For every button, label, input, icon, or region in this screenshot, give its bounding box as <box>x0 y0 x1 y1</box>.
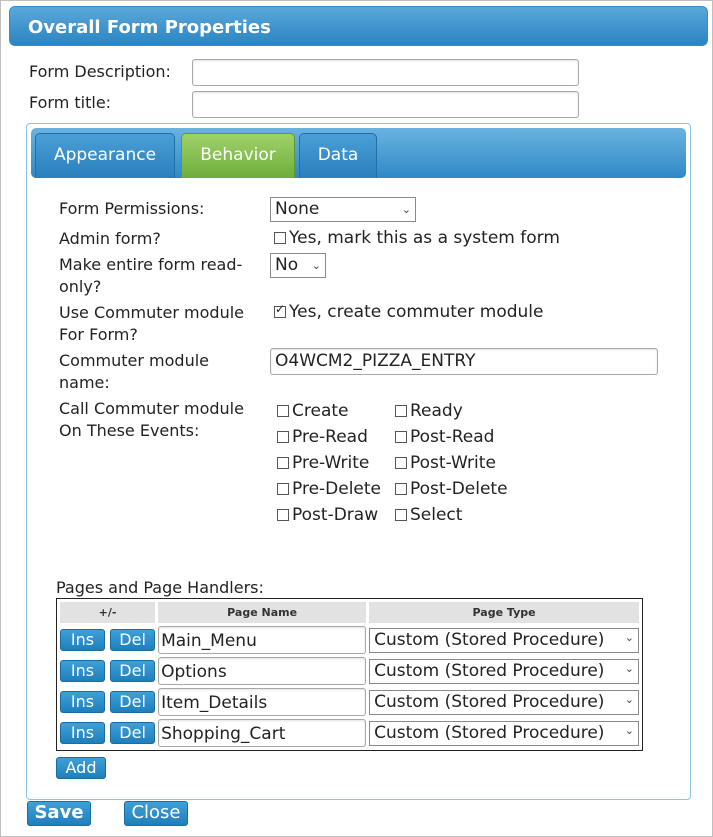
dialog-titlebar[interactable] <box>9 6 708 46</box>
event-label: Post-Delete <box>410 479 508 499</box>
column-header-page-type: Page Type <box>369 602 639 623</box>
event-checkbox[interactable] <box>277 457 289 469</box>
page-type-value: Custom (Stored Procedure) <box>374 722 605 743</box>
commuter-label-line1: Use Commuter module <box>59 303 244 322</box>
event-label: Pre-Read <box>292 427 368 447</box>
event-checkbox[interactable] <box>395 431 407 443</box>
page-type-select[interactable] <box>369 659 639 684</box>
pages-table-header <box>60 602 639 623</box>
column-header-page-name: Page Name <box>158 602 366 623</box>
ins-button[interactable]: Ins <box>60 660 105 682</box>
chevron-down-icon: ⌄ <box>624 661 634 675</box>
admin-form-option[interactable] <box>274 228 560 248</box>
module-name-input[interactable]: O4WCM2_PIZZA_ENTRY <box>270 348 658 375</box>
permissions-label: Form Permissions: <box>59 199 205 218</box>
table-row <box>60 719 639 747</box>
chevron-down-icon: ⌄ <box>624 692 634 706</box>
tab-behavior[interactable]: Behavior <box>181 133 295 178</box>
event-checkbox[interactable] <box>277 509 289 521</box>
readonly-select[interactable] <box>270 253 326 278</box>
event-label: Post-Write <box>410 453 496 473</box>
module-name-label-line1: Commuter module <box>59 351 210 370</box>
page-type-value: Custom (Stored Procedure) <box>374 691 605 712</box>
chevron-down-icon: ⌄ <box>624 723 634 737</box>
event-label: Post-Draw <box>292 505 379 525</box>
event-checkbox[interactable] <box>277 483 289 495</box>
events-label-line1: Call Commuter module <box>59 399 244 418</box>
readonly-label-line1: Make entire form read- <box>59 255 243 274</box>
event-label: Pre-Write <box>292 453 370 473</box>
event-label: Create <box>292 401 349 421</box>
commuter-label-line2: For Form? <box>59 325 138 344</box>
page-name-input[interactable]: Item_Details <box>158 688 366 716</box>
table-row <box>60 657 639 685</box>
admin-form-checkbox-label: Yes, mark this as a system form <box>289 228 560 248</box>
commuter-option[interactable] <box>274 302 544 322</box>
admin-form-label: Admin form? <box>59 229 161 248</box>
save-button[interactable]: Save <box>27 801 91 826</box>
close-button[interactable]: Close <box>124 801 188 826</box>
chevron-down-icon: ⌄ <box>311 259 321 272</box>
admin-form-checkbox[interactable] <box>274 232 286 244</box>
event-checkbox[interactable] <box>277 405 289 417</box>
dialog-title: Overall Form Properties <box>28 17 271 38</box>
readonly-value: No <box>275 255 299 275</box>
ins-button[interactable]: Ins <box>60 629 105 651</box>
form-description-input[interactable] <box>192 59 579 86</box>
permissions-select[interactable] <box>270 197 416 222</box>
page-name-input[interactable]: Options <box>158 657 366 685</box>
page-type-select[interactable] <box>369 628 639 653</box>
event-post-write[interactable] <box>395 453 496 473</box>
del-button[interactable]: Del <box>110 691 155 713</box>
page-type-select[interactable] <box>369 690 639 715</box>
event-checkbox[interactable] <box>395 405 407 417</box>
form-description-label: Form Description: <box>29 62 171 81</box>
event-checkbox[interactable] <box>395 509 407 521</box>
page-type-value: Custom (Stored Procedure) <box>374 629 605 650</box>
del-button[interactable]: Del <box>110 660 155 682</box>
event-ready[interactable] <box>395 401 463 421</box>
event-create[interactable] <box>277 401 349 421</box>
permissions-value: None <box>275 199 320 219</box>
event-checkbox[interactable] <box>395 483 407 495</box>
page-type-value: Custom (Stored Procedure) <box>374 660 605 681</box>
readonly-label-line2: only? <box>59 277 102 296</box>
del-button[interactable]: Del <box>110 629 155 651</box>
form-title-input[interactable] <box>192 91 579 118</box>
event-post-delete[interactable] <box>395 479 508 499</box>
table-row <box>60 626 639 654</box>
ins-button[interactable]: Ins <box>60 691 105 713</box>
event-post-read[interactable] <box>395 427 494 447</box>
page-name-input[interactable]: Shopping_Cart <box>158 719 366 747</box>
page-name-input[interactable]: Main_Menu <box>158 626 366 654</box>
table-row <box>60 688 639 716</box>
event-label: Pre-Delete <box>292 479 382 499</box>
event-label: Select <box>410 505 463 525</box>
form-title-label: Form title: <box>29 93 112 112</box>
add-page-button[interactable]: Add <box>56 757 106 779</box>
event-label: Ready <box>410 401 463 421</box>
del-button[interactable]: Del <box>110 722 155 744</box>
commuter-checkbox[interactable] <box>274 306 286 318</box>
event-checkbox[interactable] <box>277 431 289 443</box>
event-post-draw[interactable] <box>277 505 378 525</box>
tab-strip <box>31 128 686 178</box>
tab-appearance[interactable]: Appearance <box>35 133 175 178</box>
events-label-line2: On These Events: <box>59 421 200 440</box>
event-pre-write[interactable] <box>277 453 369 473</box>
event-checkbox[interactable] <box>395 457 407 469</box>
event-pre-read[interactable] <box>277 427 368 447</box>
pages-table <box>56 598 643 751</box>
module-name-label-line2: name: <box>59 373 110 392</box>
chevron-down-icon: ⌄ <box>624 630 634 644</box>
commuter-checkbox-label: Yes, create commuter module <box>289 302 544 322</box>
event-label: Post-Read <box>410 427 495 447</box>
chevron-down-icon: ⌄ <box>401 203 411 216</box>
event-pre-delete[interactable] <box>277 479 381 499</box>
ins-button[interactable]: Ins <box>60 722 105 744</box>
pages-section-label: Pages and Page Handlers: <box>56 578 264 597</box>
column-header-plus-minus: +/- <box>60 602 155 623</box>
event-select[interactable] <box>395 505 462 525</box>
tab-data[interactable]: Data <box>299 133 377 178</box>
page-type-select[interactable] <box>369 721 639 746</box>
